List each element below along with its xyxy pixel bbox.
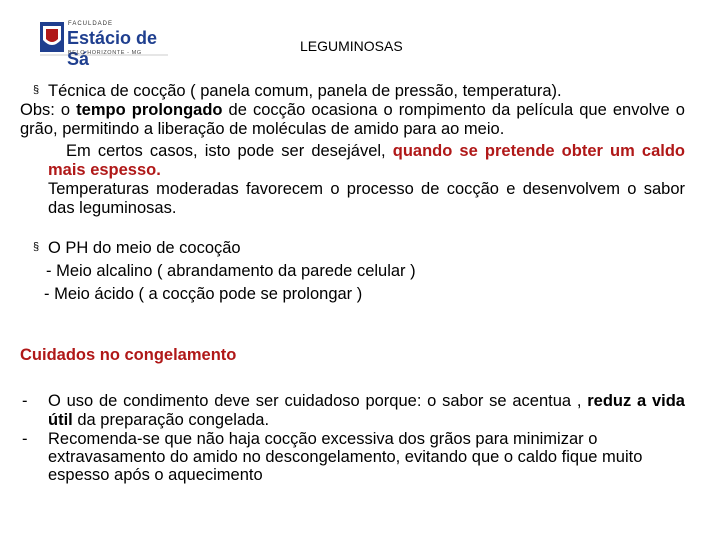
technique-line: Técnica de cocção ( panela comum, panela de pressão, temperatura). <box>48 82 562 100</box>
cases-paragraph <box>48 142 685 180</box>
recommendation-text: Recomenda-se que não haja cocção excessiva dos grãos para minimizar o extravasamento do amido no descongelamento, evitando que o caldo fique muito espesso após o aquecimento <box>48 430 643 484</box>
obs-paragraph <box>20 101 685 139</box>
condiment-item <box>48 392 685 430</box>
cases-red-text: quando se pretende obter um caldo mais espesso. <box>48 142 686 179</box>
obs-rest-text: de cocção ocasiona o rompimento da película que envolve o grão, permitindo a liberação de moléculas de amido para ao meio. <box>20 101 685 138</box>
freezing-care-title: Cuidados no congelamento <box>20 346 237 364</box>
temperature-paragraph <box>48 180 685 218</box>
cases-text: Em certos casos, isto pode ser desejável, <box>66 142 393 160</box>
condiment-text: O uso de condimento deve ser cuidadoso porque: o sabor se acentua , <box>48 392 588 410</box>
ph-line: O PH do meio de cocoção <box>48 239 241 257</box>
alkaline-line: - Meio alcalino ( abrandamento da parede celular ) <box>46 262 416 280</box>
logo-faculdade-text: FACULDADE <box>68 21 114 27</box>
page-title: LEGUMINOSAS <box>300 38 403 54</box>
obs-label: Obs: o <box>20 101 77 119</box>
recommendation-item <box>48 430 680 484</box>
temperature-text: Temperaturas moderadas favorecem o processo de cocção e desenvolvem o sabor das leguminosas. <box>48 180 685 217</box>
dash-marker: - <box>22 392 28 410</box>
dash-marker: - <box>22 430 28 448</box>
logo-city-text: BELO HORIZONTE - MG <box>68 50 142 56</box>
logo-brand-text: Estácio de Sá <box>67 28 158 69</box>
obs-bold-text: tempo prolongado <box>76 101 223 119</box>
bullet-marker: § <box>33 241 40 253</box>
college-logo <box>38 18 173 69</box>
condiment-rest-text: da preparação congelada. <box>72 411 270 429</box>
bullet-marker: § <box>33 84 40 96</box>
acid-line: - Meio ácido ( a cocção pode se prolongar ) <box>44 285 363 303</box>
condiment-bold-text: reduz a vida útil <box>48 392 685 429</box>
